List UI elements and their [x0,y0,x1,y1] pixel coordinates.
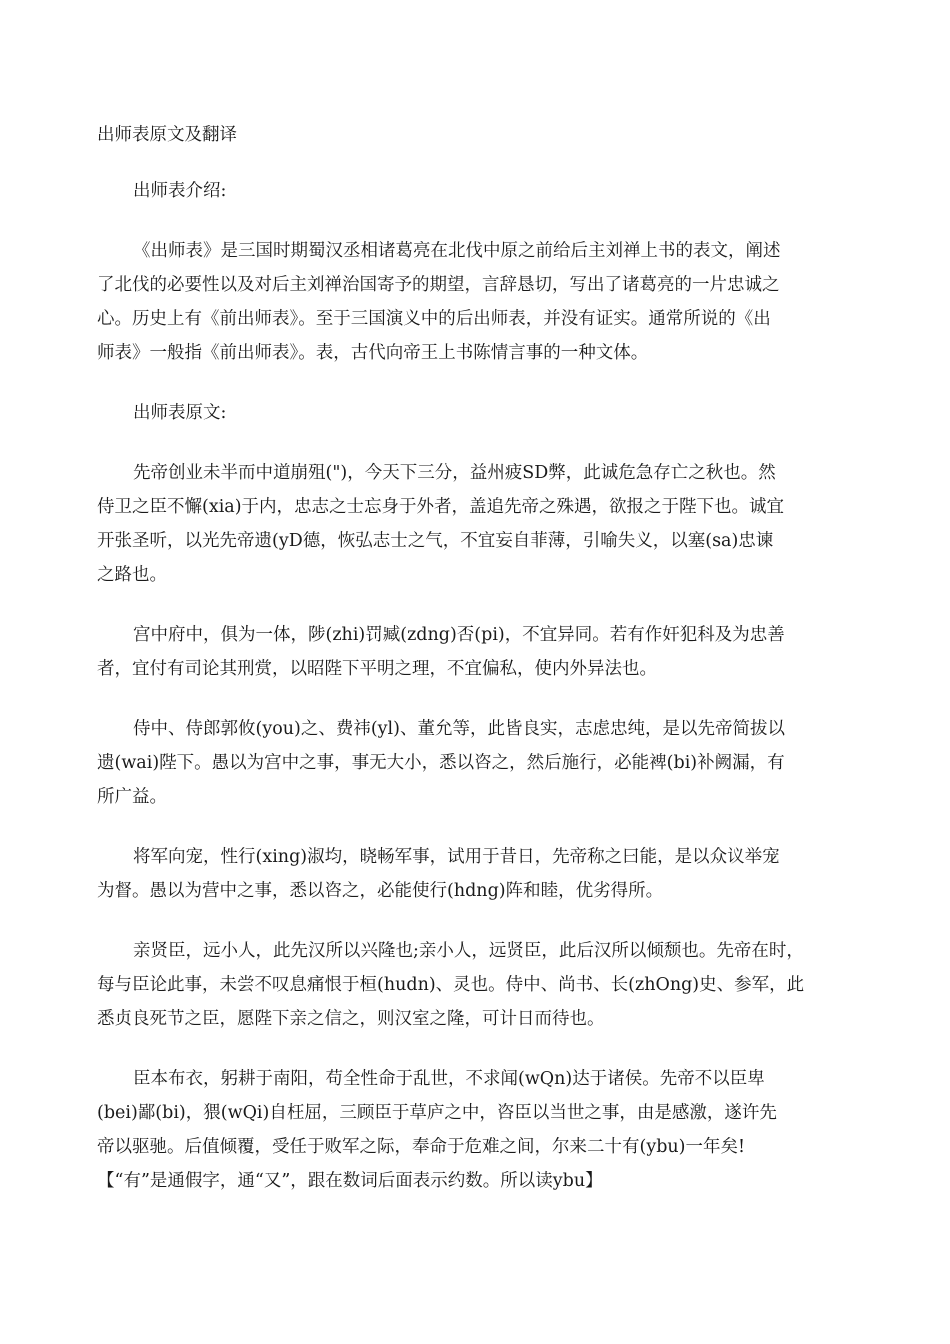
paragraph-3 [97,712,859,814]
document-title: 出师表原文及翻译 [97,125,237,145]
text-line: 亲贤臣，远小人，此先汉所以兴隆也;亲小人，远贤臣，此后汉所以倾颓也。先帝在时， [133,941,804,961]
text-line: 心。历史上有《前出师表》。至于三国演义中的后出师表，并没有证实。通常所说的《出 [97,309,771,329]
text-line: 《出师表》是三国时期蜀汉丞相诸葛亮在北伐中原之前给后主刘禅上书的表文，阐述 [133,241,781,261]
text-line: 先帝创业未半而中道崩殂(")，今天下三分，益州疲SD弊，此诚危急存亡之秋也。然 [133,463,776,483]
text-line: 每与臣论此事，未尝不叹息痛恨于桓(hudn)、灵也。侍中、尚书、长(zhOng)史、参军，此 [97,975,805,995]
text-line: 侍卫之臣不懈(xia)于内，忠志之士忘身于外者，盖追先帝之殊遇，欲报之于陛下也。诚宜 [97,497,785,517]
intro-paragraph [97,234,859,370]
paragraph-6 [97,1062,859,1198]
paragraph-5 [97,934,859,1036]
text-line: 将军向宠，性行(xing)淑均，晓畅军事，试用于昔日，先帝称之曰能，是以众议举宠 [133,847,780,867]
paragraph-1 [97,456,859,592]
text-line: (bei)鄙(bi)，猥(wQi)自枉屈，三顾臣于草庐之中，咨臣以当世之事，由是感激，遂许先 [97,1103,777,1123]
paragraph-4 [97,840,859,908]
document-page [97,118,859,1224]
text-line: 宫中府中，俱为一体，陟(zhi)罚臧(zdng)否(pi)，不宜异同。若有作奸犯科及为忠善 [133,625,785,645]
text-line: 之路也。 [97,565,167,585]
paragraph-2 [97,618,859,686]
text-line: 为督。愚以为营中之事，悉以咨之，必能使行(hdng)阵和睦，优劣得所。 [97,881,664,901]
text-line: 【“有”是通假字，通“又”，跟在数词后面表示约数。所以读ybu】 [97,1171,603,1191]
text-line: 者，宜付有司论其刑赏，以昭陛下平明之理，不宜偏私，使内外异法也。 [97,659,657,679]
text-line: 侍中、侍郎郭攸(you)之、费祎(yl)、董允等，此皆良实，志虑忠纯，是以先帝简拔以 [133,719,785,739]
text-line: 遗(wai)陛下。愚以为宫中之事，事无大小，悉以咨之，然后施行，必能裨(bi)补阙漏，有 [97,753,785,773]
intro-heading: 出师表介绍: [133,181,227,201]
text-line: 开张圣听，以光先帝遗(yD德，恢弘志士之气，不宜妄自菲薄，引喻失义，以塞(sa)忠谏 [97,531,774,551]
text-line: 帝以驱驰。后值倾覆，受任于败军之际，奉命于危难之间，尔来二十有(ybu)一年矣! [97,1137,746,1157]
text-line: 所广益。 [97,787,167,807]
text-line: 臣本布衣，躬耕于南阳，苟全性命于乱世，不求闻(wQn)达于诸侯。先帝不以臣卑 [133,1069,765,1089]
text-line: 师表》一般指《前出师表》。表，古代向帝王上书陈情言事的一种文体。 [97,343,649,363]
text-line: 悉贞良死节之臣，愿陛下亲之信之，则汉室之隆，可计日而待也。 [97,1009,605,1029]
original-heading: 出师表原文: [133,403,227,423]
text-line: 了北伐的必要性以及对后主刘禅治国寄予的期望，言辞恳切，写出了诸葛亮的一片忠诚之 [97,275,780,295]
